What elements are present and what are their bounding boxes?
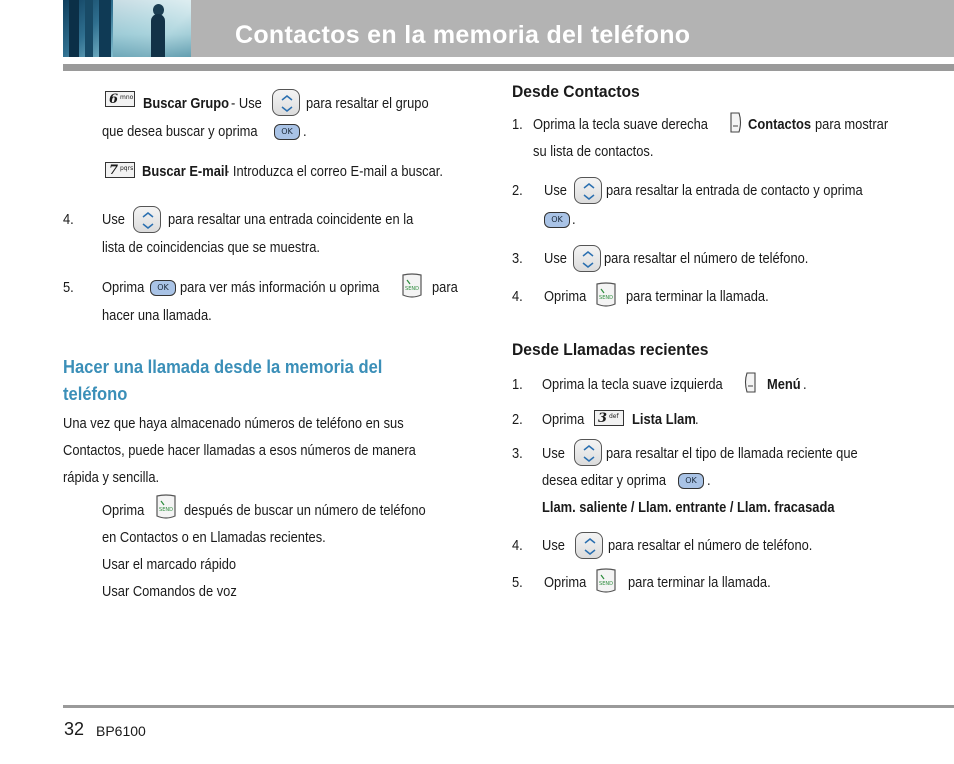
step-number: 4. <box>512 537 523 554</box>
section-heading-line2: teléfono <box>63 384 128 404</box>
key-7-icon: 7 pqrs <box>105 162 135 178</box>
period: . <box>572 211 576 228</box>
ok-key-icon: OK <box>150 280 176 296</box>
period: . <box>803 376 807 393</box>
step5-para: para <box>432 279 458 296</box>
r3-use: Use <box>542 445 565 462</box>
step4-line2: lista de coincidencias que se muestra. <box>102 239 320 256</box>
c2-text: para resaltar la entrada de contacto y oprima <box>606 182 863 199</box>
step5-text: para ver más información u oprima <box>180 279 380 296</box>
r2-oprima: Oprima <box>542 411 585 428</box>
bullet1-line2: en Contactos o en Llamadas recientes. <box>102 529 326 546</box>
nav-key-icon <box>575 532 603 559</box>
r5-oprima: Oprima <box>544 574 587 591</box>
buscar-grupo-line2: que desea buscar y oprima <box>102 123 258 140</box>
header-divider <box>63 64 954 71</box>
c4-oprima: Oprima <box>544 288 587 305</box>
c3-use: Use <box>544 250 567 267</box>
send-key-icon <box>594 568 618 595</box>
step-number: 2. <box>512 182 523 199</box>
period: . <box>707 472 711 489</box>
page-number: 32 <box>64 719 85 739</box>
step-number: 4. <box>512 288 523 305</box>
buscar-email-label: Buscar E-mail <box>142 163 229 180</box>
send-key-icon <box>400 273 424 300</box>
svg-text:SEND: SEND <box>599 295 613 301</box>
send-key-icon <box>594 282 618 309</box>
bullet2: Usar el marcado rápido <box>102 556 237 573</box>
c1-text: Oprima la tecla suave derecha <box>533 116 708 133</box>
r4-text: para resaltar el número de teléfono. <box>608 537 813 554</box>
model-name: BP6100 <box>96 723 146 739</box>
r3-line2: desea editar y oprima <box>542 472 667 489</box>
left-softkey-icon <box>743 372 757 393</box>
nav-key-icon <box>133 206 161 233</box>
send-key-icon <box>154 494 178 521</box>
intro-line-2: Contactos, puede hacer llamadas a esos números de manera <box>63 442 416 459</box>
subheading-recientes: Desde Llamadas recientes <box>512 340 709 359</box>
c1-rest: para mostrar <box>815 116 889 133</box>
nav-key-icon <box>573 245 601 272</box>
intro-line-3: rápida y sencilla. <box>63 469 160 486</box>
r3-text: para resaltar el tipo de llamada reciente que <box>606 445 858 462</box>
step5-line2: hacer una llamada. <box>102 307 212 324</box>
step-number: 1. <box>512 376 523 393</box>
step-number: 5. <box>512 574 523 591</box>
ok-key-icon: OK <box>678 473 704 489</box>
r3-options: Llam. saliente / Llam. entrante / Llam. fracasada <box>542 499 835 516</box>
step-number: 4. <box>63 211 74 228</box>
step-number: 2. <box>512 411 523 428</box>
step-number: 3. <box>512 250 523 267</box>
r2-bold: Lista Llam <box>632 411 696 428</box>
bullet1-oprima: Oprima <box>102 502 145 519</box>
c1-bold: Contactos <box>748 116 812 133</box>
period: . <box>695 411 699 428</box>
right-softkey-icon <box>729 112 743 133</box>
buscar-grupo-text2: para resaltar el grupo <box>306 95 429 112</box>
step4-use: Use <box>102 211 125 228</box>
r4-use: Use <box>542 537 565 554</box>
r1-bold: Menú <box>767 376 801 393</box>
bullet3: Usar Comandos de voz <box>102 583 237 600</box>
nav-key-icon <box>574 439 602 466</box>
buscar-email-text: - Introduzca el correo E-mail a buscar. <box>225 163 443 180</box>
step-number: 3. <box>512 445 523 462</box>
period: . <box>303 123 307 140</box>
buscar-grupo-text1: - Use <box>231 95 262 112</box>
nav-key-icon <box>574 177 602 204</box>
step-number: 1. <box>512 116 523 133</box>
key-3-icon: 3 def <box>594 410 624 426</box>
step4-text: para resaltar una entrada coincidente en la <box>168 211 414 228</box>
svg-text:SEND: SEND <box>599 581 613 587</box>
ok-key-icon: OK <box>544 212 570 228</box>
header-photo <box>63 0 191 57</box>
bullet1-text: después de buscar un número de teléfono <box>184 502 426 519</box>
c1-line2: su lista de contactos. <box>533 143 654 160</box>
svg-text:SEND: SEND <box>405 286 419 292</box>
section-heading: Hacer una llamada desde la memoria del <box>63 357 383 377</box>
c4-text: para terminar la llamada. <box>626 288 769 305</box>
step-number: 5. <box>63 279 74 296</box>
c3-text: para resaltar el número de teléfono. <box>604 250 809 267</box>
svg-text:SEND: SEND <box>159 507 173 513</box>
r1-text: Oprima la tecla suave izquierda <box>542 376 723 393</box>
intro-line-1: Una vez que haya almacenado números de teléfono en sus <box>63 415 404 432</box>
c2-use: Use <box>544 182 567 199</box>
step5-oprima: Oprima <box>102 279 145 296</box>
buscar-grupo-label: Buscar Grupo <box>143 95 230 112</box>
ok-key-icon: OK <box>274 124 300 140</box>
nav-key-icon <box>272 89 300 116</box>
subheading-contactos: Desde Contactos <box>512 82 640 101</box>
footer-divider <box>63 705 954 708</box>
page-title: Contactos en la memoria del teléfono <box>235 21 691 49</box>
key-6-icon: 6 mno <box>105 91 135 107</box>
r5-text: para terminar la llamada. <box>628 574 771 591</box>
